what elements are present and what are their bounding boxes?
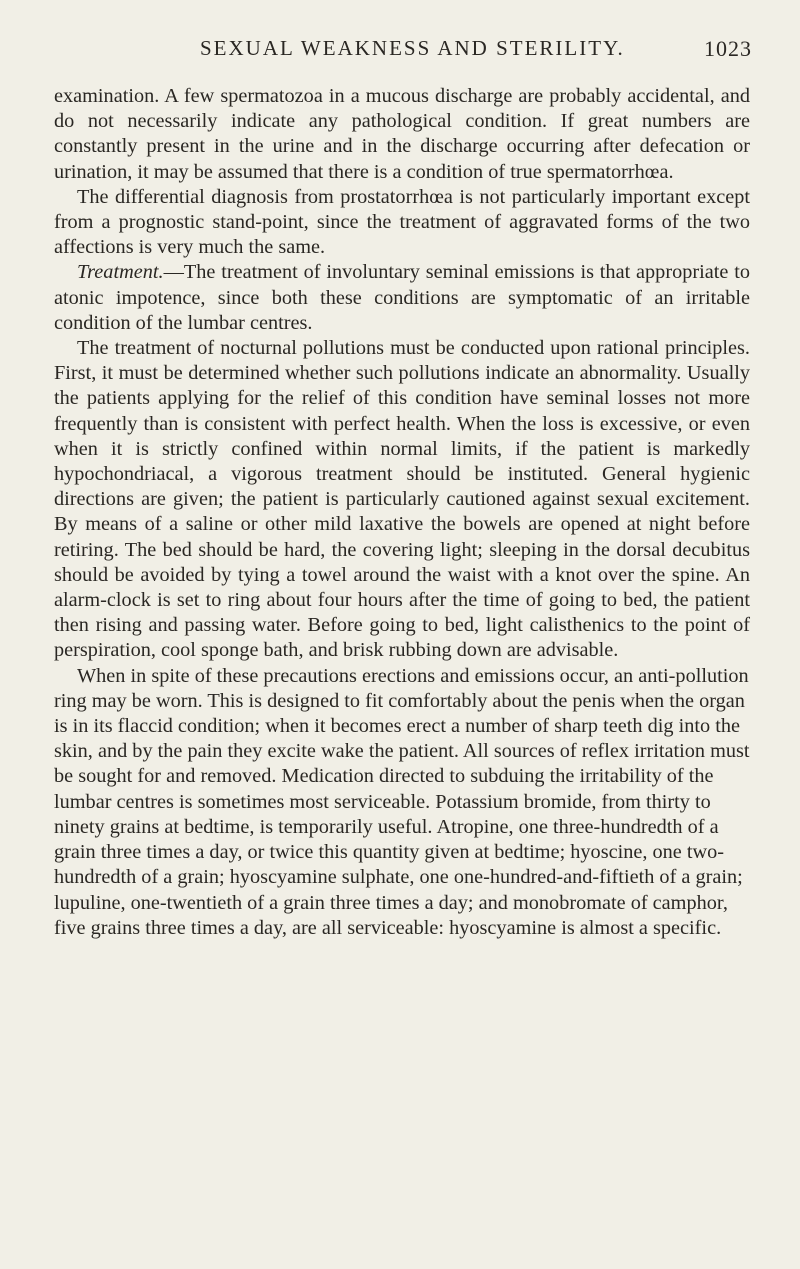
paragraph-examination: examination. A few spermatozoa in a mucous discharge are probably accidental, and do not necessarily indicate any pathological condition. If great numbers are constantly present in the urine and in the discharge occurring after defecation or urination, it may be assumed that there is a condition of true spermatorrhœa.: [54, 85, 750, 183]
paragraph-nocturnal-pollutions: The treatment of nocturnal pollutions must be conducted upon rational principles. First, it must be determined whether such pollutions indicate an abnormality. Usually the patients applying for the relief of this condition have seminal losses not more frequently than is consistent with perfect health. When the loss is excessive, or even when it is strictly confined within normal limits, if the patient is markedly hypochondriacal, a vigorous treatment should be instituted. General hygienic directions are given; the patient is particularly cautioned against sexual excitement. By means of a saline or other mild laxative the bowels are opened at night before retiring. The bed should be hard, the covering light; sleeping in the dorsal decubitus should be avoided by tying a towel around the waist with a knot over the spine. An alarm-clock is set to ring about four hours after the time of going to bed, the patient then rising and passing water. Before going to bed, light calisthenics to the point of perspiration, cool sponge bath, and brisk rubbing down are advisable.: [54, 337, 750, 662]
page-header: [52, 36, 752, 76]
paragraph-anti-pollution-ring: When in spite of these precautions erections and emissions occur, an anti-pollution ring may be worn. This is designed to fit comfortably about the penis when the organ is in its flaccid condition; when it becomes erect a number of sharp teeth dig into the skin, and by the pain they excite wake the patient. All sources of reflex irritation must be sought for and removed. Medication directed to subduing the irritability of the lumbar centres is sometimes most serviceable. Potassium bromide, from thirty to ninety grains at bedtime, is temporarily useful. Atropine, one three-hundredth of a grain three times a day, or twice this quantity given at bedtime; hyoscine, one two-hundredth of a grain; hyoscyamine sulphate, one one-hundred-and-fiftieth of a grain; lupuline, one-twentieth of a grain three times a day; and monobromate of camphor, five grains three times a day, are all serviceable: hyoscyamine is almost a specific.: [54, 664, 750, 939]
treatment-dash: —: [163, 261, 184, 284]
paragraph-treatment: [54, 260, 750, 336]
body-text: [54, 84, 750, 941]
page-number: 1023: [704, 36, 752, 61]
running-title: SEXUAL WEAKNESS AND STERILITY.: [200, 36, 625, 60]
treatment-text: The treatment of involuntary seminal emissions is that appropriate to atonic impotence, since both these conditions are symptomatic of an irritable condition of the lumbar centres.: [54, 261, 750, 334]
treatment-heading: Treatment.: [77, 261, 164, 284]
paragraph-differential-diagnosis: The differential diagnosis from prostatorrhœa is not particularly important except from a prognostic stand-point, since the treatment of aggravated forms of the two affections is very much the same.: [54, 185, 750, 259]
